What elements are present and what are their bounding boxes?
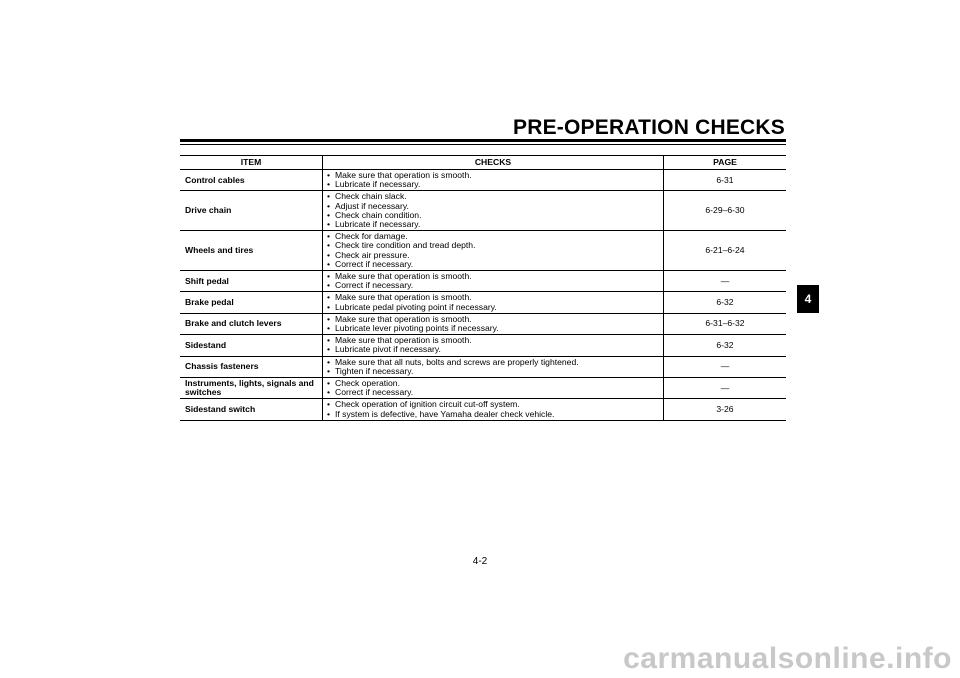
check-text: Lubricate pedal pivoting point if necessary. — [335, 301, 497, 312]
bullet-icon: • — [327, 301, 331, 312]
column-header-page: PAGE — [664, 156, 787, 170]
bullet-icon: • — [327, 387, 331, 398]
check-text: Check tire condition and tread depth. — [335, 240, 476, 251]
checks-table — [180, 155, 786, 421]
bullet-icon: • — [327, 365, 331, 376]
page-cell: 6-21–6-24 — [664, 231, 787, 271]
page-cell: 6-31–6-32 — [664, 313, 787, 334]
title-rule-thick — [180, 139, 786, 142]
bullet-icon: • — [327, 219, 331, 230]
table-body — [180, 170, 786, 421]
check-text: Make sure that operation is smooth. — [335, 335, 472, 346]
check-text: Check chain slack. — [335, 191, 407, 202]
bullet-icon: • — [327, 240, 331, 251]
check-text: Lubricate pivot if necessary. — [335, 344, 441, 355]
table-row — [180, 399, 786, 420]
column-header-checks: CHECKS — [323, 156, 664, 170]
column-header-item: ITEM — [180, 156, 323, 170]
checks-cell — [323, 313, 664, 334]
check-line — [327, 180, 663, 189]
bullet-icon: • — [327, 344, 331, 355]
check-line — [327, 281, 663, 290]
bullet-icon: • — [327, 356, 331, 367]
check-text: Correct if necessary. — [335, 387, 414, 398]
checks-cell — [323, 191, 664, 231]
page-cell: — — [664, 378, 787, 399]
bullet-icon: • — [327, 249, 331, 260]
bullet-icon: • — [327, 408, 331, 419]
bullet-icon: • — [327, 292, 331, 303]
table-row — [180, 191, 786, 231]
checks-cell — [323, 231, 664, 271]
item-cell: Brake and clutch levers — [180, 313, 323, 334]
page-title: PRE-OPERATION CHECKS — [513, 116, 785, 139]
check-line — [327, 367, 663, 376]
table-row — [180, 356, 786, 377]
check-text: Check operation of ignition circuit cut-off system. — [335, 399, 520, 410]
check-text: Make sure that operation is smooth. — [335, 271, 472, 282]
page-cell: 6-32 — [664, 335, 787, 356]
check-line — [327, 388, 663, 397]
table-header-row — [180, 156, 786, 170]
check-text: Check for damage. — [335, 231, 408, 242]
item-cell: Drive chain — [180, 191, 323, 231]
item-cell: Wheels and tires — [180, 231, 323, 271]
bullet-icon: • — [327, 179, 331, 190]
page-cell: 3-26 — [664, 399, 787, 420]
check-text: Tighten if necessary. — [335, 365, 414, 376]
table-row — [180, 170, 786, 191]
check-text: Check chain condition. — [335, 209, 422, 220]
check-line — [327, 220, 663, 229]
table-row — [180, 335, 786, 356]
item-cell: Instruments, lights, signals and switches — [180, 378, 323, 399]
check-text: Check air pressure. — [335, 249, 410, 260]
bullet-icon: • — [327, 323, 331, 334]
item-cell: Control cables — [180, 170, 323, 191]
page-number: 4-2 — [472, 556, 488, 567]
bullet-icon: • — [327, 378, 331, 389]
bullet-icon: • — [327, 280, 331, 291]
item-cell: Sidestand switch — [180, 399, 323, 420]
checks-cell — [323, 335, 664, 356]
check-text: Make sure that operation is smooth. — [335, 292, 472, 303]
page-cell: — — [664, 356, 787, 377]
item-cell: Shift pedal — [180, 271, 323, 292]
checks-cell — [323, 399, 664, 420]
page-cell: 6-29–6-30 — [664, 191, 787, 231]
page-cell: 6-32 — [664, 292, 787, 313]
page-cell: — — [664, 271, 787, 292]
check-text: Adjust if necessary. — [335, 200, 409, 211]
check-text: Lubricate if necessary. — [335, 179, 421, 190]
table-row — [180, 271, 786, 292]
check-text: Make sure that operation is smooth. — [335, 313, 472, 324]
item-cell: Sidestand — [180, 335, 323, 356]
bullet-icon: • — [327, 335, 331, 346]
table-row — [180, 313, 786, 334]
check-text: Make sure that operation is smooth. — [335, 170, 472, 180]
chapter-tab: 4 — [797, 285, 819, 313]
check-line — [327, 260, 663, 269]
checks-cell — [323, 170, 664, 191]
check-text: If system is defective, have Yamaha dealer check vehicle. — [335, 408, 555, 419]
check-text: Make sure that all nuts, bolts and screws are properly tightened. — [335, 356, 579, 367]
bullet-icon: • — [327, 231, 331, 242]
bullet-icon: • — [327, 258, 331, 269]
bullet-icon: • — [327, 209, 331, 220]
check-text: Correct if necessary. — [335, 280, 414, 291]
checks-cell — [323, 356, 664, 377]
bullet-icon: • — [327, 191, 331, 202]
watermark-logo: carmanualsonline.info — [623, 642, 952, 675]
bullet-icon: • — [327, 200, 331, 211]
check-line — [327, 324, 663, 333]
bullet-icon: • — [327, 170, 331, 180]
check-line — [327, 410, 663, 419]
check-text: Lubricate if necessary. — [335, 219, 421, 230]
item-cell: Brake pedal — [180, 292, 323, 313]
check-text: Correct if necessary. — [335, 258, 414, 269]
check-line — [327, 303, 663, 312]
table-row — [180, 231, 786, 271]
checks-cell — [323, 378, 664, 399]
table-row — [180, 378, 786, 399]
check-text: Lubricate lever pivoting points if necessary. — [335, 323, 499, 334]
item-cell: Chassis fasteners — [180, 356, 323, 377]
bullet-icon: • — [327, 313, 331, 324]
bullet-icon: • — [327, 271, 331, 282]
bullet-icon: • — [327, 399, 331, 410]
check-text: Check operation. — [335, 378, 400, 389]
page-cell: 6-31 — [664, 170, 787, 191]
checks-cell — [323, 292, 664, 313]
table-row — [180, 292, 786, 313]
checks-cell — [323, 271, 664, 292]
title-rule-thin — [180, 144, 786, 145]
check-line — [327, 345, 663, 354]
